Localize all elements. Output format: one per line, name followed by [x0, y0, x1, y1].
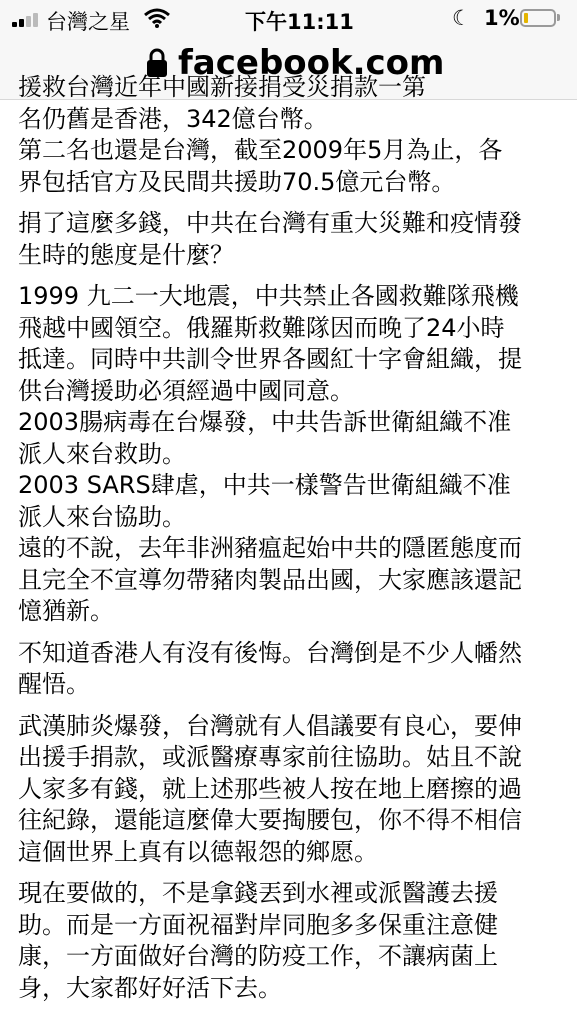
post-paragraph	[18, 72, 570, 198]
text-line: 憶猶新。	[18, 597, 114, 625]
post-body	[18, 72, 570, 1014]
battery-percent: 1%	[484, 6, 520, 30]
text-line: 援救台灣近年中國新接捐受災捐款一第	[18, 73, 426, 101]
moon-icon: ☾	[452, 6, 471, 30]
text-line: 捐了這麼多錢，中共在台灣有重大災難和疫情發	[18, 209, 522, 237]
text-line: 出援手捐款，或派醫療專家前往協助。姑且不說	[18, 743, 522, 771]
post-paragraph	[18, 638, 570, 701]
text-line: 康，一方面做好台灣的防疫工作，不讓病菌上	[18, 942, 498, 970]
text-line: 人家多有錢，就上述那些被人按在地上磨擦的過	[18, 774, 522, 803]
post-paragraph	[18, 208, 570, 271]
battery-icon	[520, 9, 556, 27]
battery-tip	[557, 14, 560, 21]
text-line: 飛越中國領空。俄羅斯救難隊因而晚了24小時	[18, 313, 505, 342]
text-line: 供台灣援助必須經過中國同意。	[18, 376, 354, 405]
text-line: 第二名也還是台灣，截至2009年5月為止，各	[18, 136, 503, 164]
text-line: 助。而是一方面祝福對岸同胞多多保重注意健	[18, 910, 498, 939]
url-domain[interactable]: facebook.com	[178, 43, 445, 83]
text-line: 往紀錄，還能這麼偉大要掏腰包，你不得不相信	[18, 806, 522, 834]
text-line: 醒悟。	[18, 670, 90, 698]
post-paragraph	[18, 281, 570, 628]
text-line: 不知道香港人有沒有後悔。台灣倒是不少人幡然	[18, 638, 522, 667]
text-line: 2003腸病毒在台爆發，中共告訴世衛組織不准	[18, 408, 512, 436]
wifi-icon	[144, 8, 170, 28]
text-line: 抵達。同時中共訓令世界各國紅十字會組織，提	[18, 345, 522, 373]
text-line: 1999 九二一大地震，中共禁止各國救難隊飛機	[18, 282, 519, 310]
status-bar	[0, 0, 577, 36]
text-line: 武漢肺炎爆發，台灣就有人倡議要有良心，要伸	[18, 711, 522, 740]
text-line: 這個世界上真有以德報怨的鄉愿。	[18, 837, 378, 866]
text-line: 名仍舊是香港，342億台幣。	[18, 104, 328, 133]
carrier-name: 台灣之星	[46, 10, 130, 34]
signal-icon	[12, 13, 42, 27]
post-content	[0, 73, 577, 1024]
text-line: 2003 SARS肆虐，中共一樣警告世衛組織不准	[18, 471, 511, 499]
text-line: 界包括官方及民間共援助70.5億元台幣。	[18, 167, 456, 196]
text-line: 身，大家都好好活下去。	[18, 973, 282, 1002]
text-line: 遠的不說，去年非洲豬瘟起始中共的隱匿態度而	[18, 534, 522, 562]
post-paragraph	[18, 878, 570, 1004]
text-line: 派人來台救助。	[18, 439, 186, 468]
text-line: 派人來台協助。	[18, 502, 186, 531]
text-line: 且完全不宣導勿帶豬肉製品出國，大家應該還記	[18, 565, 522, 594]
text-line: 現在要做的，不是拿錢丟到水裡或派醫護去援	[18, 879, 498, 907]
battery-fill	[524, 13, 528, 23]
text-line: 生時的態度是什麼？	[18, 240, 234, 269]
post-paragraph	[18, 711, 570, 869]
clock: 下午11:11	[245, 10, 354, 34]
